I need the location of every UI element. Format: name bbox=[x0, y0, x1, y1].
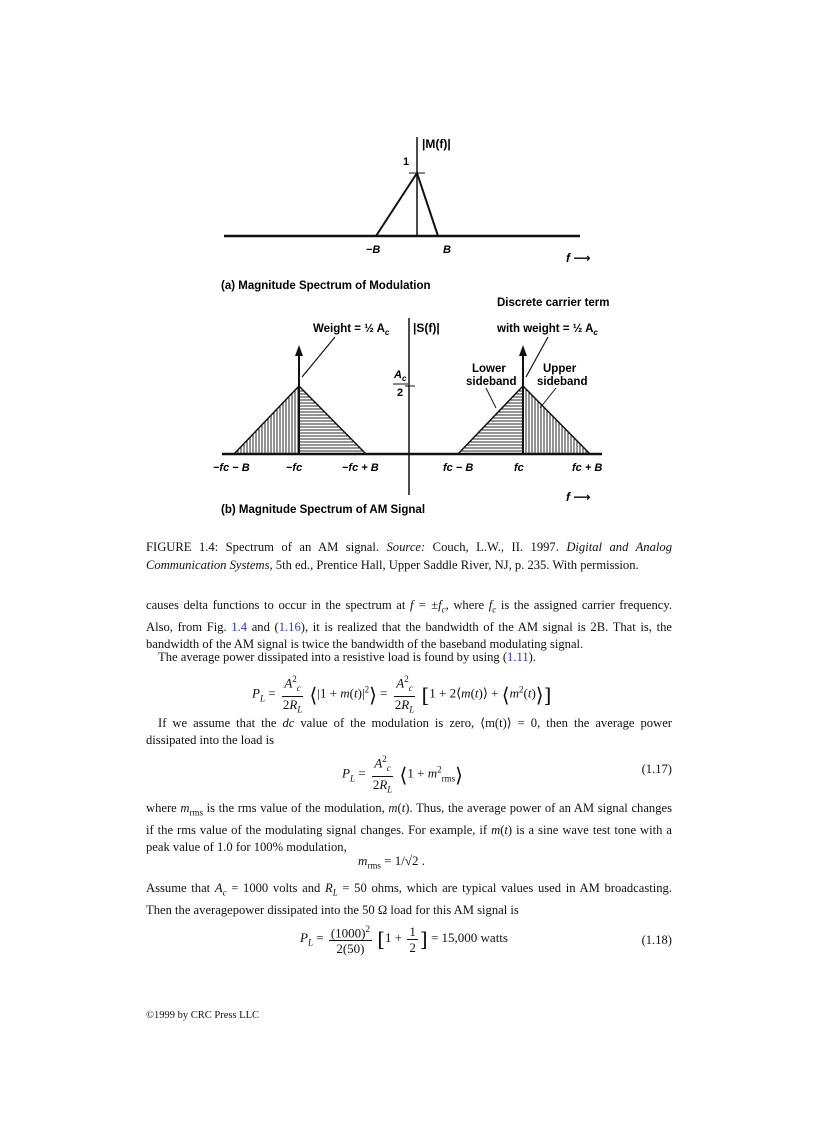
tick-neg-fc-minus-b: −fc − B bbox=[213, 462, 250, 474]
upper-sideband-label-2: sideband bbox=[537, 376, 588, 388]
paragraph-typical-values: Assume that $A_c = 1000$ volts and $R_L = 50$ ohms, which are typical values used in AM broadcasting. Then the averagepower dissipated into the 50 Ω load for this AM signal is bbox=[146, 881, 672, 917]
equation-power-general: $P_L$ = $\frac{A^2_c}{2R_L}$ ⟨|1 + $m(t)|^2⟩$ = $\frac{A^2_c}{2R_L}$ [1 + 2⟨m(t)⟩ + $⟨m^2(t)⟩$] bbox=[252, 674, 552, 715]
panel-b-f-axis-label: f ⟶ bbox=[566, 490, 591, 504]
eq-number-1-18: (1.18) bbox=[641, 933, 672, 947]
panel-a-f-axis-label: f ⟶ bbox=[566, 251, 591, 265]
lower-sideband-label-1: Lower bbox=[472, 363, 506, 375]
tick-neg-fc: −fc bbox=[286, 462, 303, 474]
panel-a-triangle bbox=[376, 173, 438, 236]
panel-a-caption: (a) Magnitude Spectrum of Modulation bbox=[221, 280, 431, 292]
right-upper-sideband bbox=[523, 386, 590, 454]
panel-a-y-label: |M(f)| bbox=[422, 137, 451, 151]
weight-label: Weight = ½ $A_c$ bbox=[313, 323, 390, 337]
eq-number-1-17: (1.17) bbox=[641, 762, 672, 776]
panel-a-tick-pos-b: B bbox=[443, 244, 451, 256]
figure-caption: FIGURE 1.4: Spectrum of an AM signal. Source: Couch, L.W., II. 1997. Digital and Analog Communication Systems, 5th ed., Prentice Hall, Upper Saddle River, NJ, p. 235. With permission. bbox=[146, 540, 672, 572]
tick-fc: fc bbox=[514, 462, 524, 474]
eq-1-11-link[interactable]: 1.11 bbox=[507, 650, 529, 664]
upper-sideband-label-1: Upper bbox=[543, 363, 577, 375]
left-lower-sideband bbox=[234, 386, 299, 454]
panel-b-caption: (b) Magnitude Spectrum of AM Signal bbox=[221, 504, 426, 516]
equation-1-17: $P_L$ = $\frac{A^2_c}{2R_L}$ ⟨1 + $m^2_{rms}⟩$ (1.17) bbox=[342, 754, 672, 795]
tick-fc-minus-b: fc − B bbox=[443, 462, 474, 474]
tick-neg-fc-plus-b: −fc + B bbox=[342, 462, 379, 474]
discrete-carrier-label-1: Discrete carrier term bbox=[497, 297, 610, 309]
tick-fc-plus-b: fc + B bbox=[572, 462, 603, 474]
panel-a-peak-label: 1 bbox=[403, 156, 410, 168]
paragraph-dc-zero: If we assume that the dc value of the modulation is zero, ⟨m(t)⟩ = 0, then the average power dissipated into the load is bbox=[146, 716, 672, 747]
copyright-footer: ©1999 by CRC Press LLC bbox=[146, 1010, 259, 1021]
panel-a-tick-neg-b: −B bbox=[366, 244, 381, 256]
ac-half-den: 2 bbox=[397, 387, 404, 399]
paragraph-rms: where $m_{rms}$ is the rms value of the modulation, m(t). Thus, the average power of an AM signal changes if the rms value of the modulating signal changes. For example, if m(t) is a sine wave test tone with a peak value of 1.0 for 100% modulation, bbox=[146, 801, 673, 854]
panel-b bbox=[213, 297, 610, 516]
eq-1-16-link[interactable]: 1.16 bbox=[278, 619, 301, 634]
panel-b-y-label: |S(f)| bbox=[413, 321, 440, 335]
discrete-carrier-label-2: with weight = ½ $A_c$ bbox=[497, 323, 598, 337]
am-spectrum-figure bbox=[0, 0, 816, 530]
paragraph-average-power: The average power dissipated into a resistive load is found by using (1.11). bbox=[158, 650, 536, 664]
equation-mrms: $m_{rms} = 1/√2$ . bbox=[358, 853, 425, 871]
fig-ref-link[interactable]: 1.4 bbox=[231, 619, 248, 634]
ac-half-num: $A_c$ bbox=[394, 369, 407, 383]
left-upper-sideband bbox=[299, 386, 366, 454]
lower-sideband-label-2: sideband bbox=[466, 376, 517, 388]
panel-a bbox=[221, 137, 591, 292]
equation-1-18: $P_L$ = $\frac{(1000)^2}{2(50)}$ [1 + $\frac{1}{2}$ ] = 15,000 watts (1.18) bbox=[300, 923, 672, 957]
paragraph-bandwidth: causes delta functions to occur in the spectrum at $f = \pm f_c$, where $f_c$ is the assigned carrier frequency. Also, from Fig. 1.4 and (1.16), it is realized that the bandwidth of the AM signal is 2B. That is, the bandwidth of the AM signal is twice the bandwidth of the baseband modulating signal. bbox=[146, 598, 672, 651]
